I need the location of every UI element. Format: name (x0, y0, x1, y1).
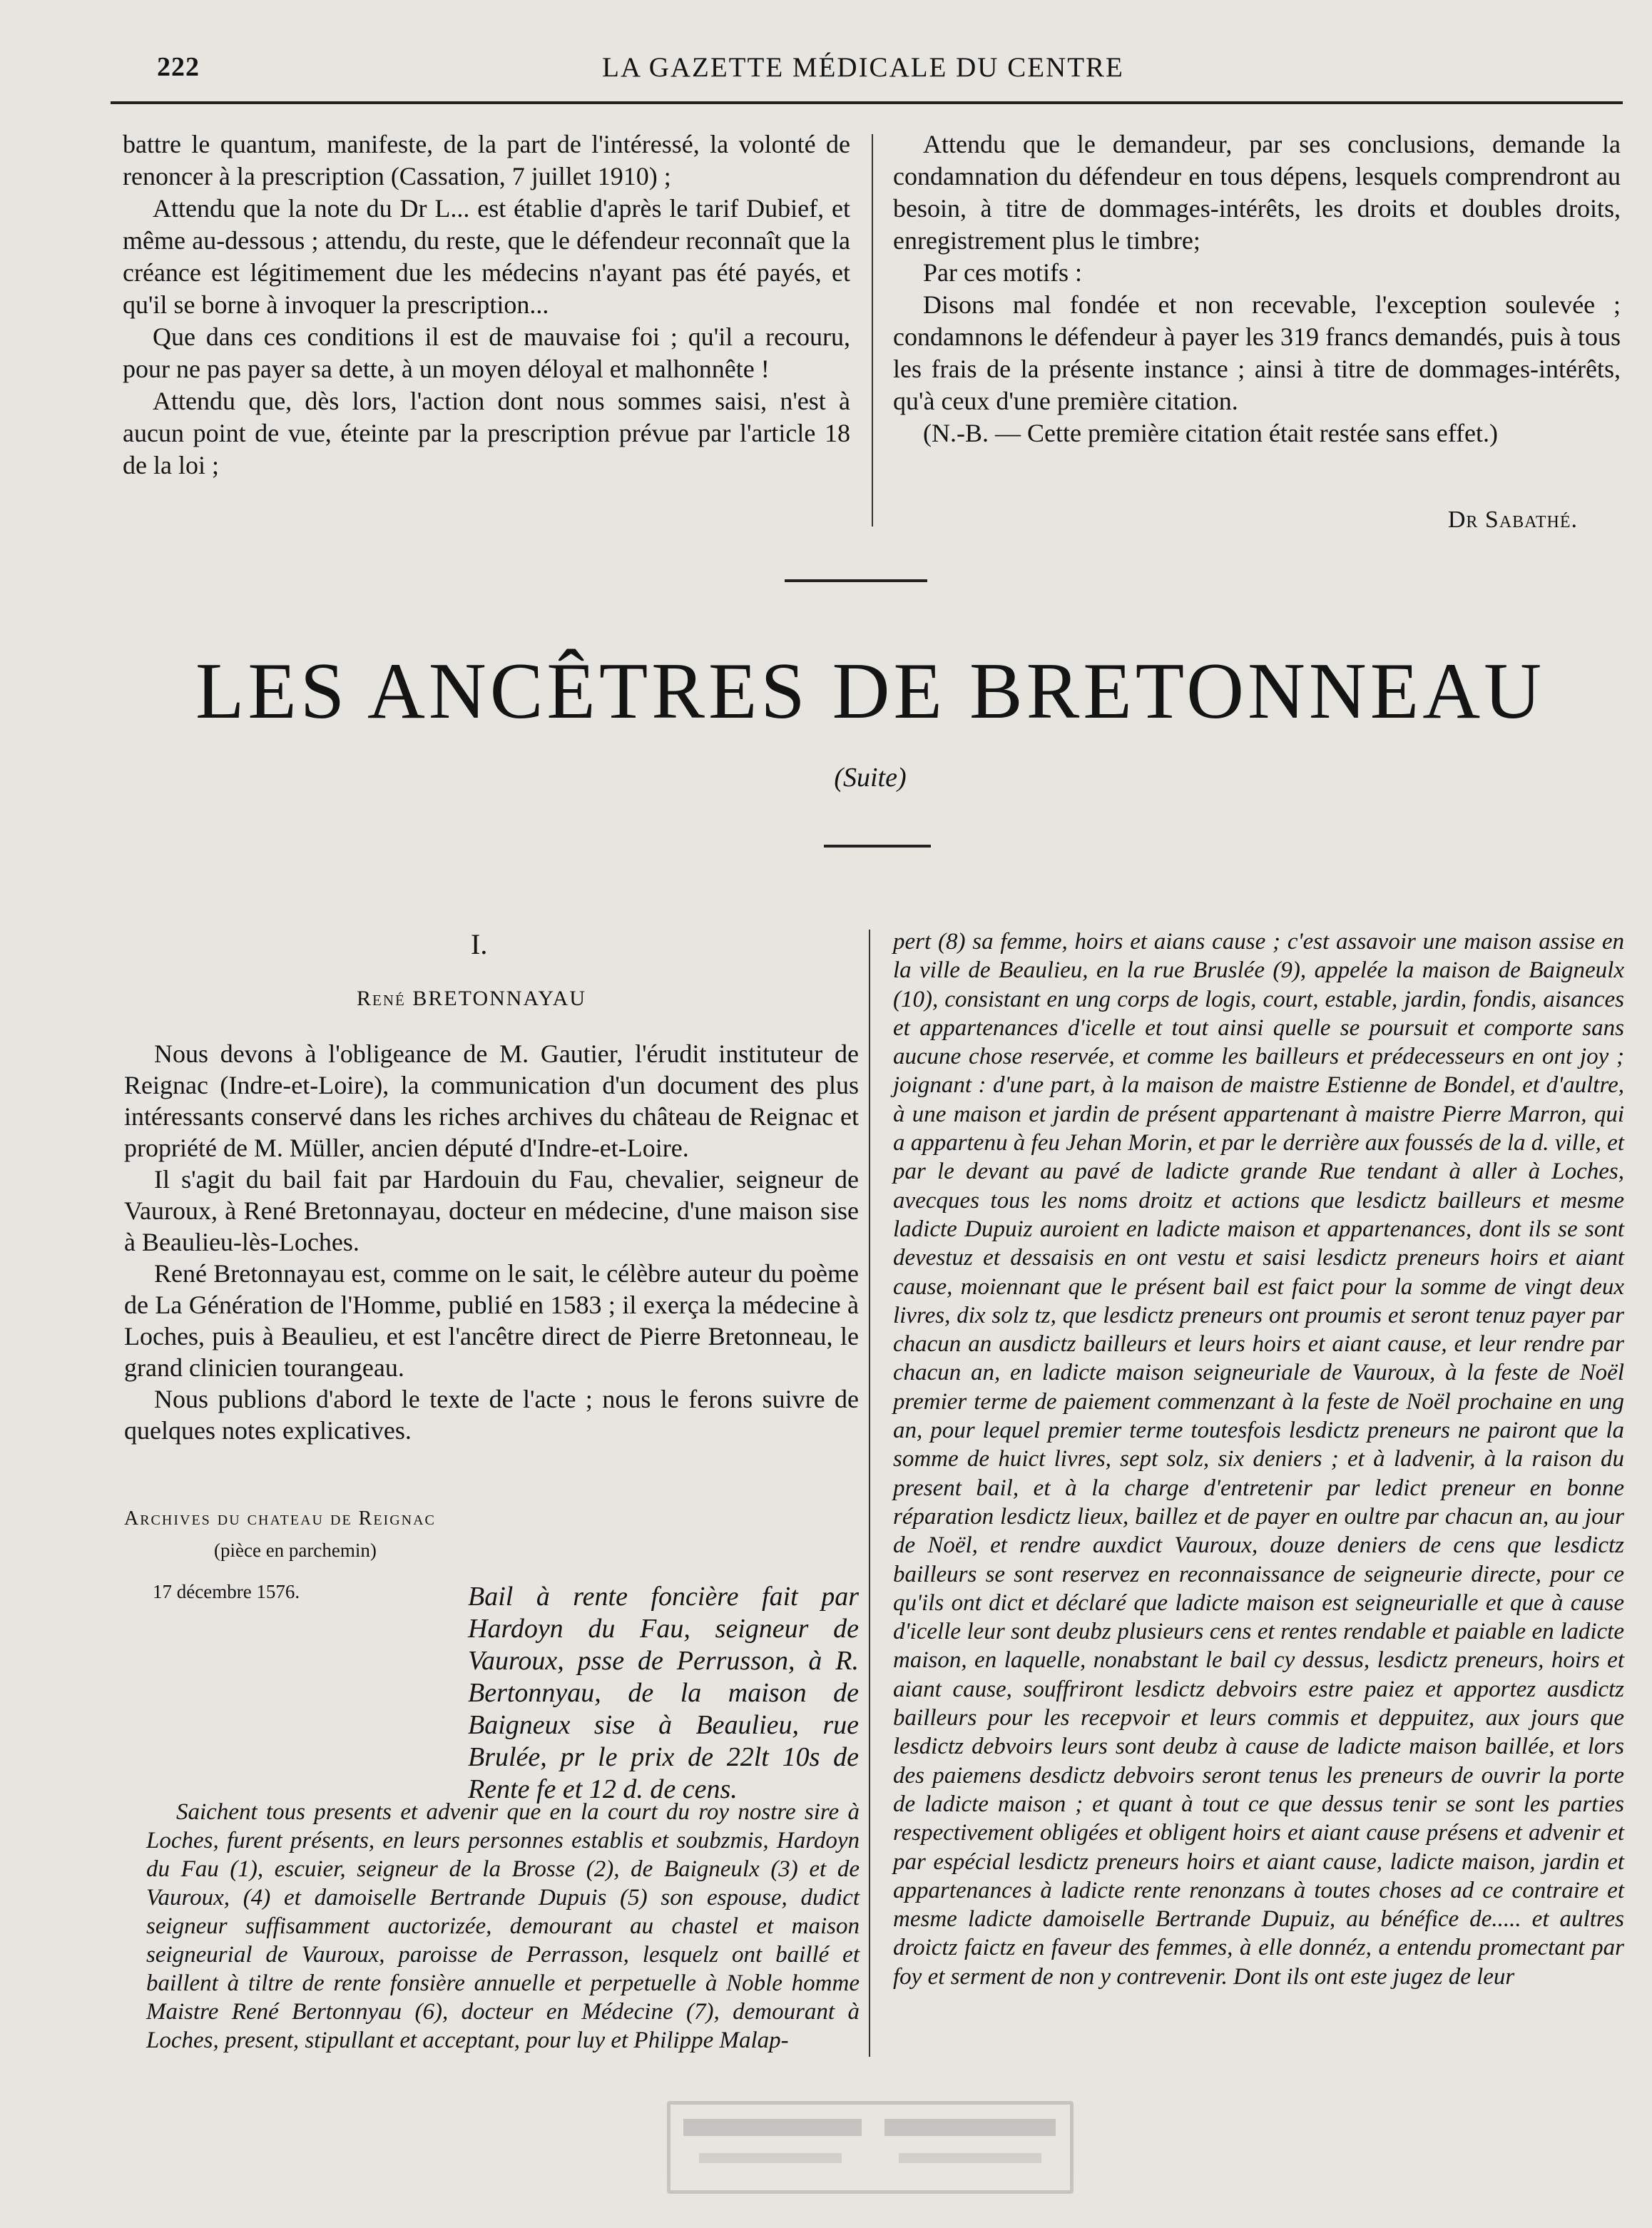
paragraph: Disons mal fondée et non recevable, l'exception soulevée ; condamnons le défendeur à payer les 319 francs demandés, puis à tous les frais de la présente instance ; ainsi à titre de dommages-intérêts, qu'à ceux d'une première citation. (893, 290, 1621, 415)
article-subtitle: (Suite) (834, 763, 907, 793)
header-rule (111, 101, 1623, 104)
paragraph: battre le quantum, manifeste, de la part de l'intéressé, la volonté de renoncer à la prescription (Cassation, 7 juillet 1910) ; (123, 130, 850, 190)
paragraph: (N.-B. — Cette première citation était restée sans effet.) (923, 419, 1499, 447)
author-name: René BRETONNAYAU (357, 987, 587, 1010)
signature: Dr Sabathé. (1447, 507, 1578, 533)
archive-note: (pièce en parchemin) (214, 1540, 377, 1561)
section-rule (785, 579, 927, 582)
top-left-column (123, 128, 850, 482)
paragraph: Attendu que la note du Dr L... est établie d'après le tarif Dubief, et même au-dessous ; attendu, du reste, que le défendeur reconnaît que la créance est légitimement due les médecins n'ayant pas été payés, et qu'il se borne à invoquer la prescription... (123, 194, 850, 319)
running-header (107, 51, 1619, 94)
paragraph: René Bretonnayau est, comme on le sait, le célèbre auteur du poème de La Génération de l'Homme, publié en 1583 ; il exerça la médecine à Loches, puis à Beaulieu, et est l'ancêtre direct de Pierre Bretonneau, le grand clinicien tourangeau. (124, 1259, 859, 1382)
paragraph: Il s'agit du bail fait par Hardouin du Fau, chevalier, seigneur de Vauroux, à René Bretonnayau, docteur en médecine, d'une maison sise à Beaulieu-lès-Loches. (124, 1165, 859, 1256)
journal-title: LA GAZETTE MÉDICALE DU CENTRE (602, 52, 1124, 83)
top-right-column (893, 128, 1621, 449)
paragraph: Attendu que, dès lors, l'action dont nous sommes saisi, n'est à aucun point de vue, éteinte par la prescription prévue par l'article 18 de la loi ; (123, 387, 850, 479)
paragraph: Par ces motifs : (923, 258, 1082, 287)
stamp-mark (699, 2153, 842, 2163)
paragraph: Nous publions d'abord le texte de l'acte ; nous le ferons suivre de quelques notes explicatives. (124, 1385, 859, 1445)
paragraph: Que dans ces conditions il est de mauvaise foi ; qu'il a recouru, pour ne pas payer sa dette, à un moyen déloyal et malhonnête ! (123, 322, 850, 383)
paragraph: Nous devons à l'obligeance de M. Gautier, l'érudit instituteur de Reignac (Indre-et-Loire), la communication d'un document des plus intéressants conservé dans les riches archives du château de Reignac et propriété de M. Müller, ancien député d'Indre-et-Loire. (124, 1039, 859, 1162)
archive-heading: Archives du chateau de Reignac (124, 1507, 436, 1530)
stamp-mark (899, 2153, 1041, 2163)
deed-text-right (893, 927, 1624, 1991)
intro-column (124, 1038, 859, 1446)
column-divider (869, 930, 870, 2057)
library-stamp (667, 2101, 1074, 2194)
paragraph: Attendu que le demandeur, par ses conclusions, demande la condamnation du défendeur en tous dépens, lesquels comprendront au besoin, à titre de dommages-intérêts, les droits et doubles droits, enregistrement plus le timbre; (893, 130, 1621, 255)
stamp-mark (884, 2119, 1056, 2136)
section-number: I. (471, 928, 488, 960)
section-rule (824, 845, 931, 848)
page-number: 222 (157, 52, 200, 82)
stamp-mark (683, 2119, 862, 2136)
paragraph: Saichent tous presents et advenir que en la court du roy nostre sire à Loches, furent présents, en leurs personnes establis et soubzmis, Hardoyn du Fau (1), escuier, seigneur de la Brosse (2), de Baigneulx (3) et de Vauroux, (4) et damoiselle Bertrande Dupuis (5) son espouse, dudict seigneur suffisamment auctorizée, demourant au chastel et maison seigneurial de Vauroux, paroisse de Perrasson, lesquelz ont baillé et baillent à tiltre de rente fonsière annuelle et perpetuelle à Noble homme Maistre René Bertonnyau (6), docteur en Médecine (7), demourant à Loches, present, stipullant et acceptant, pour luy et Philippe Malap- (146, 1799, 860, 2053)
document-summary: Bail à rente foncière fait par Hardoyn du Fau, seigneur de Vauroux, psse de Perrusson, à R. Bertonnyau, de la maison de Baigneux sise à Beaulieu, rue Brulée, pr le prix de 22lt 10s de Rente fe et 12 d. de cens. (468, 1582, 859, 1804)
deed-text-left (146, 1798, 860, 2055)
paragraph: pert (8) sa femme, hoirs et aians cause ; c'est assavoir une maison assise en la ville de Beaulieu, en la rue Bruslée (9), appelée la maison de Baigneulx (10), consistant en ung corps de logis, court, estable, jardin, fondis, aisances et appartenances d'icelle et tout ainsi quelle se poursuit et comporte sans aucune chose reservée, et comme les bailleurs et prédecesseurs en ont joy ; joignant : d'une part, à la maison de maistre Estienne de Bondel, et d'aultre, à une maison et jardin de présent appartenant à maistre Pierre Marron, qui a appartenu à feu Jehan Morin, et par le derrière aux foussés de la d. ville, et par le devant au pavé de ladicte grande Rue tendant à aller à Loches, avecques tous les noms droitz et actions que lesdictz bailleurs et mesme ladicte Dupuiz auroient en ladicte maison et appartenances, dont ils se sont devestuz et dessaisis en ont vestu et saisi lesdictz preneurs hoirs et aiant cause, moiennant que le présent bail est faict pour la somme de vingt deux livres, dix solz tz, que lesdictz preneurs ont proumis et seront tenuz payer par chacun an ausdictz bailleurs et leurs hoirs et aiant cause, et leur rendre par chacun an, en ladicte maison seigneuriale de Vauroux, à la feste de Noël premier terme de paiement commenzant à la feste de Noël prochaine en ung an, pour lequel premier terme toutesfois lesdictz preneurs ne pairont que la somme de huict livres, sept solz, six deniers ; et à ladvenir, à la raison du present bail, et à la charge d'entretenir par ledict preneur en bonne réparation lesdictz lieux, baillez et de payer en oultre par chacun an, au jour de Noël, et rendre auxdict Vauroux, douze deniers de cens que lesdictz bailleurs se sont reservez en reconnaissance de seigneurie directe, pour ce qu'ils ont dict et déclaré que ladicte maison est seigneurialle et que à cause d'icelle leur sont deubz plusieurs cens et rentes rendable et paiable en ladicte maison, en laquelle, nonabstant le bail cy dessus, lesdictz preneurs, hoirs et aiant cause, souffriront lesdictz debvoirs estre paiez et apportez ausdictz bailleurs pour les recepvoir et leurs commis et deppuitez, aux jours que lesdictz debvoirs leurs sont deubz à cause de ladicte maison baillée, et lors des paiemens desdictz debvoirs seront tenus les preneurs de ouvrir la porte de ladicte maison ; et quant à tout ce que dessus tenir se sont les parties respectivement obligées et obligent hoirs et aiant cause présens et advenir et par espécial lesdictz preneurs hoirs et aiant cause, ladicte maison, jardin et appartenances à ladicte rente renonzans à toutes choses ad ce contraire et mesme ladicte damoiselle Bertrande Dupuiz, au bénéfice de..... et aultres droictz faictz en faveur des femmes, à elle donnéz, a entendu promectant par foy et serment de non y contrevenir. Dont ils ont este jugez de leur (893, 929, 1624, 1990)
article-title: LES ANCÊTRES DE BRETONNEAU (195, 647, 1545, 736)
document-date: 17 décembre 1576. (153, 1581, 300, 1602)
column-divider (872, 134, 873, 527)
